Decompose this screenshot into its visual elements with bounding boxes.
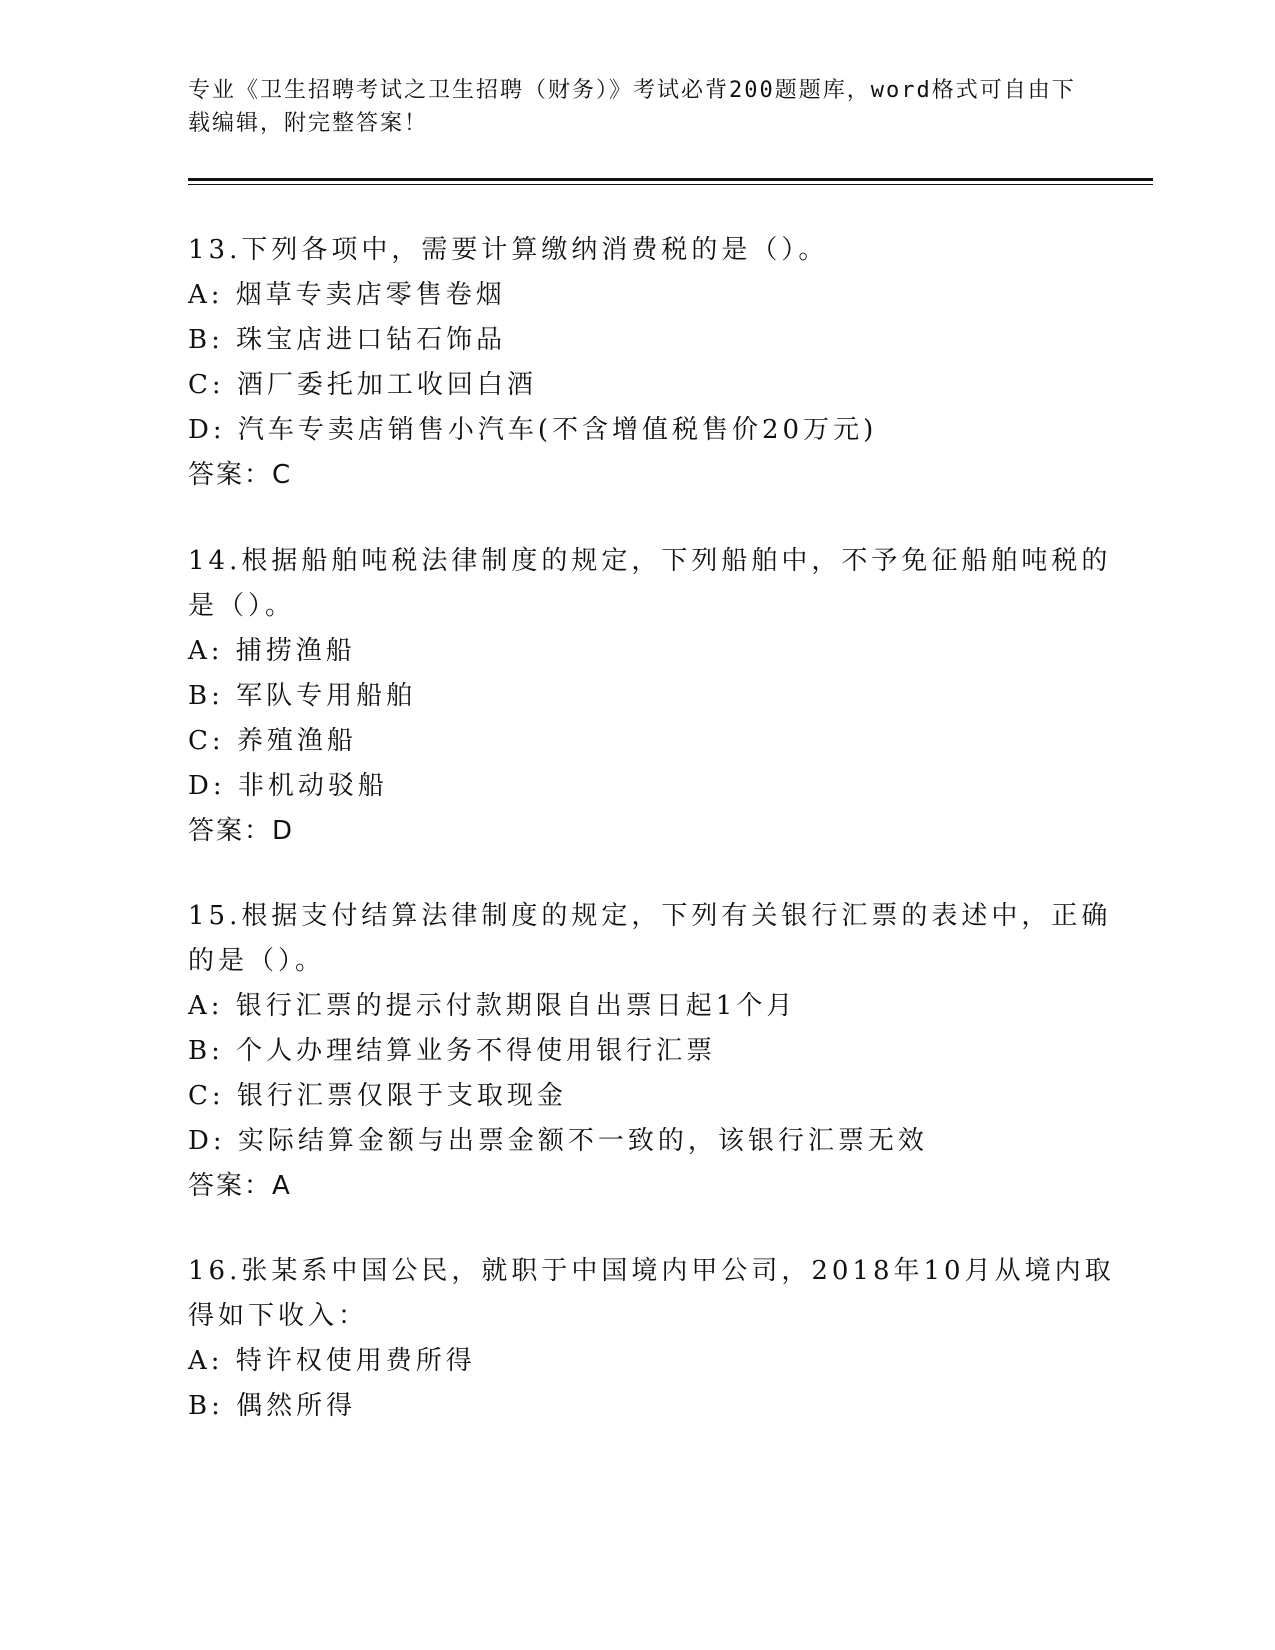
header-divider-thin — [188, 184, 1153, 185]
document-header — [188, 74, 1088, 140]
header-text: 专业《卫生招聘考试之卫生招聘（财务）》考试必背200题题库，word格式可自由下载编辑，附完整答案！ — [188, 78, 1076, 136]
option-c: C: 银行汇票仅限于支取现金 — [188, 1081, 567, 1111]
question-stem-line-2: 得如下收入： — [188, 1301, 369, 1331]
option-b: B: 军队专用船舶 — [188, 681, 417, 711]
question-16 — [188, 1249, 1115, 1429]
option-b: B: 偶然所得 — [188, 1391, 357, 1421]
option-b: B: 个人办理结算业务不得使用银行汇票 — [188, 1036, 717, 1066]
option-a: A: 银行汇票的提示付款期限自出票日起1个月 — [188, 991, 797, 1021]
question-stem: 13.下列各项中，需要计算缴纳消费税的是（）。 — [188, 235, 829, 265]
question-stem-line-1: 15.根据支付结算法律制度的规定，下列有关银行汇票的表述中，正确 — [188, 901, 1112, 931]
question-stem-line-1: 16.张某系中国公民，就职于中国境内甲公司，2018年10月从境内取 — [188, 1256, 1115, 1286]
question-13 — [188, 228, 1088, 498]
option-a: A: 烟草专卖店零售卷烟 — [188, 280, 506, 310]
option-d: D: 实际结算金额与出票金额不一致的，该银行汇票无效 — [188, 1126, 928, 1156]
answer: 答案：D — [188, 816, 295, 846]
option-c: C: 养殖渔船 — [188, 726, 357, 756]
answer: 答案：A — [188, 1171, 292, 1201]
option-a: A: 特许权使用费所得 — [188, 1346, 476, 1376]
option-d: D: 非机动驳船 — [188, 771, 388, 801]
option-d: D: 汽车专卖店销售小汽车(不含增值税售价20万元) — [188, 415, 878, 445]
question-stem-line-2: 是（）。 — [188, 591, 296, 621]
question-stem-line-2: 的是（）。 — [188, 946, 326, 976]
question-15 — [188, 894, 1112, 1209]
answer: 答案：C — [188, 460, 293, 490]
question-stem-line-1: 14.根据船舶吨税法律制度的规定，下列船舶中，不予免征船舶吨税的 — [188, 546, 1112, 576]
question-14 — [188, 539, 1112, 854]
option-b: B: 珠宝店进口钻石饰品 — [188, 325, 507, 355]
option-c: C: 酒厂委托加工收回白酒 — [188, 370, 537, 400]
header-divider-thick — [188, 178, 1153, 181]
option-a: A: 捕捞渔船 — [188, 636, 356, 666]
